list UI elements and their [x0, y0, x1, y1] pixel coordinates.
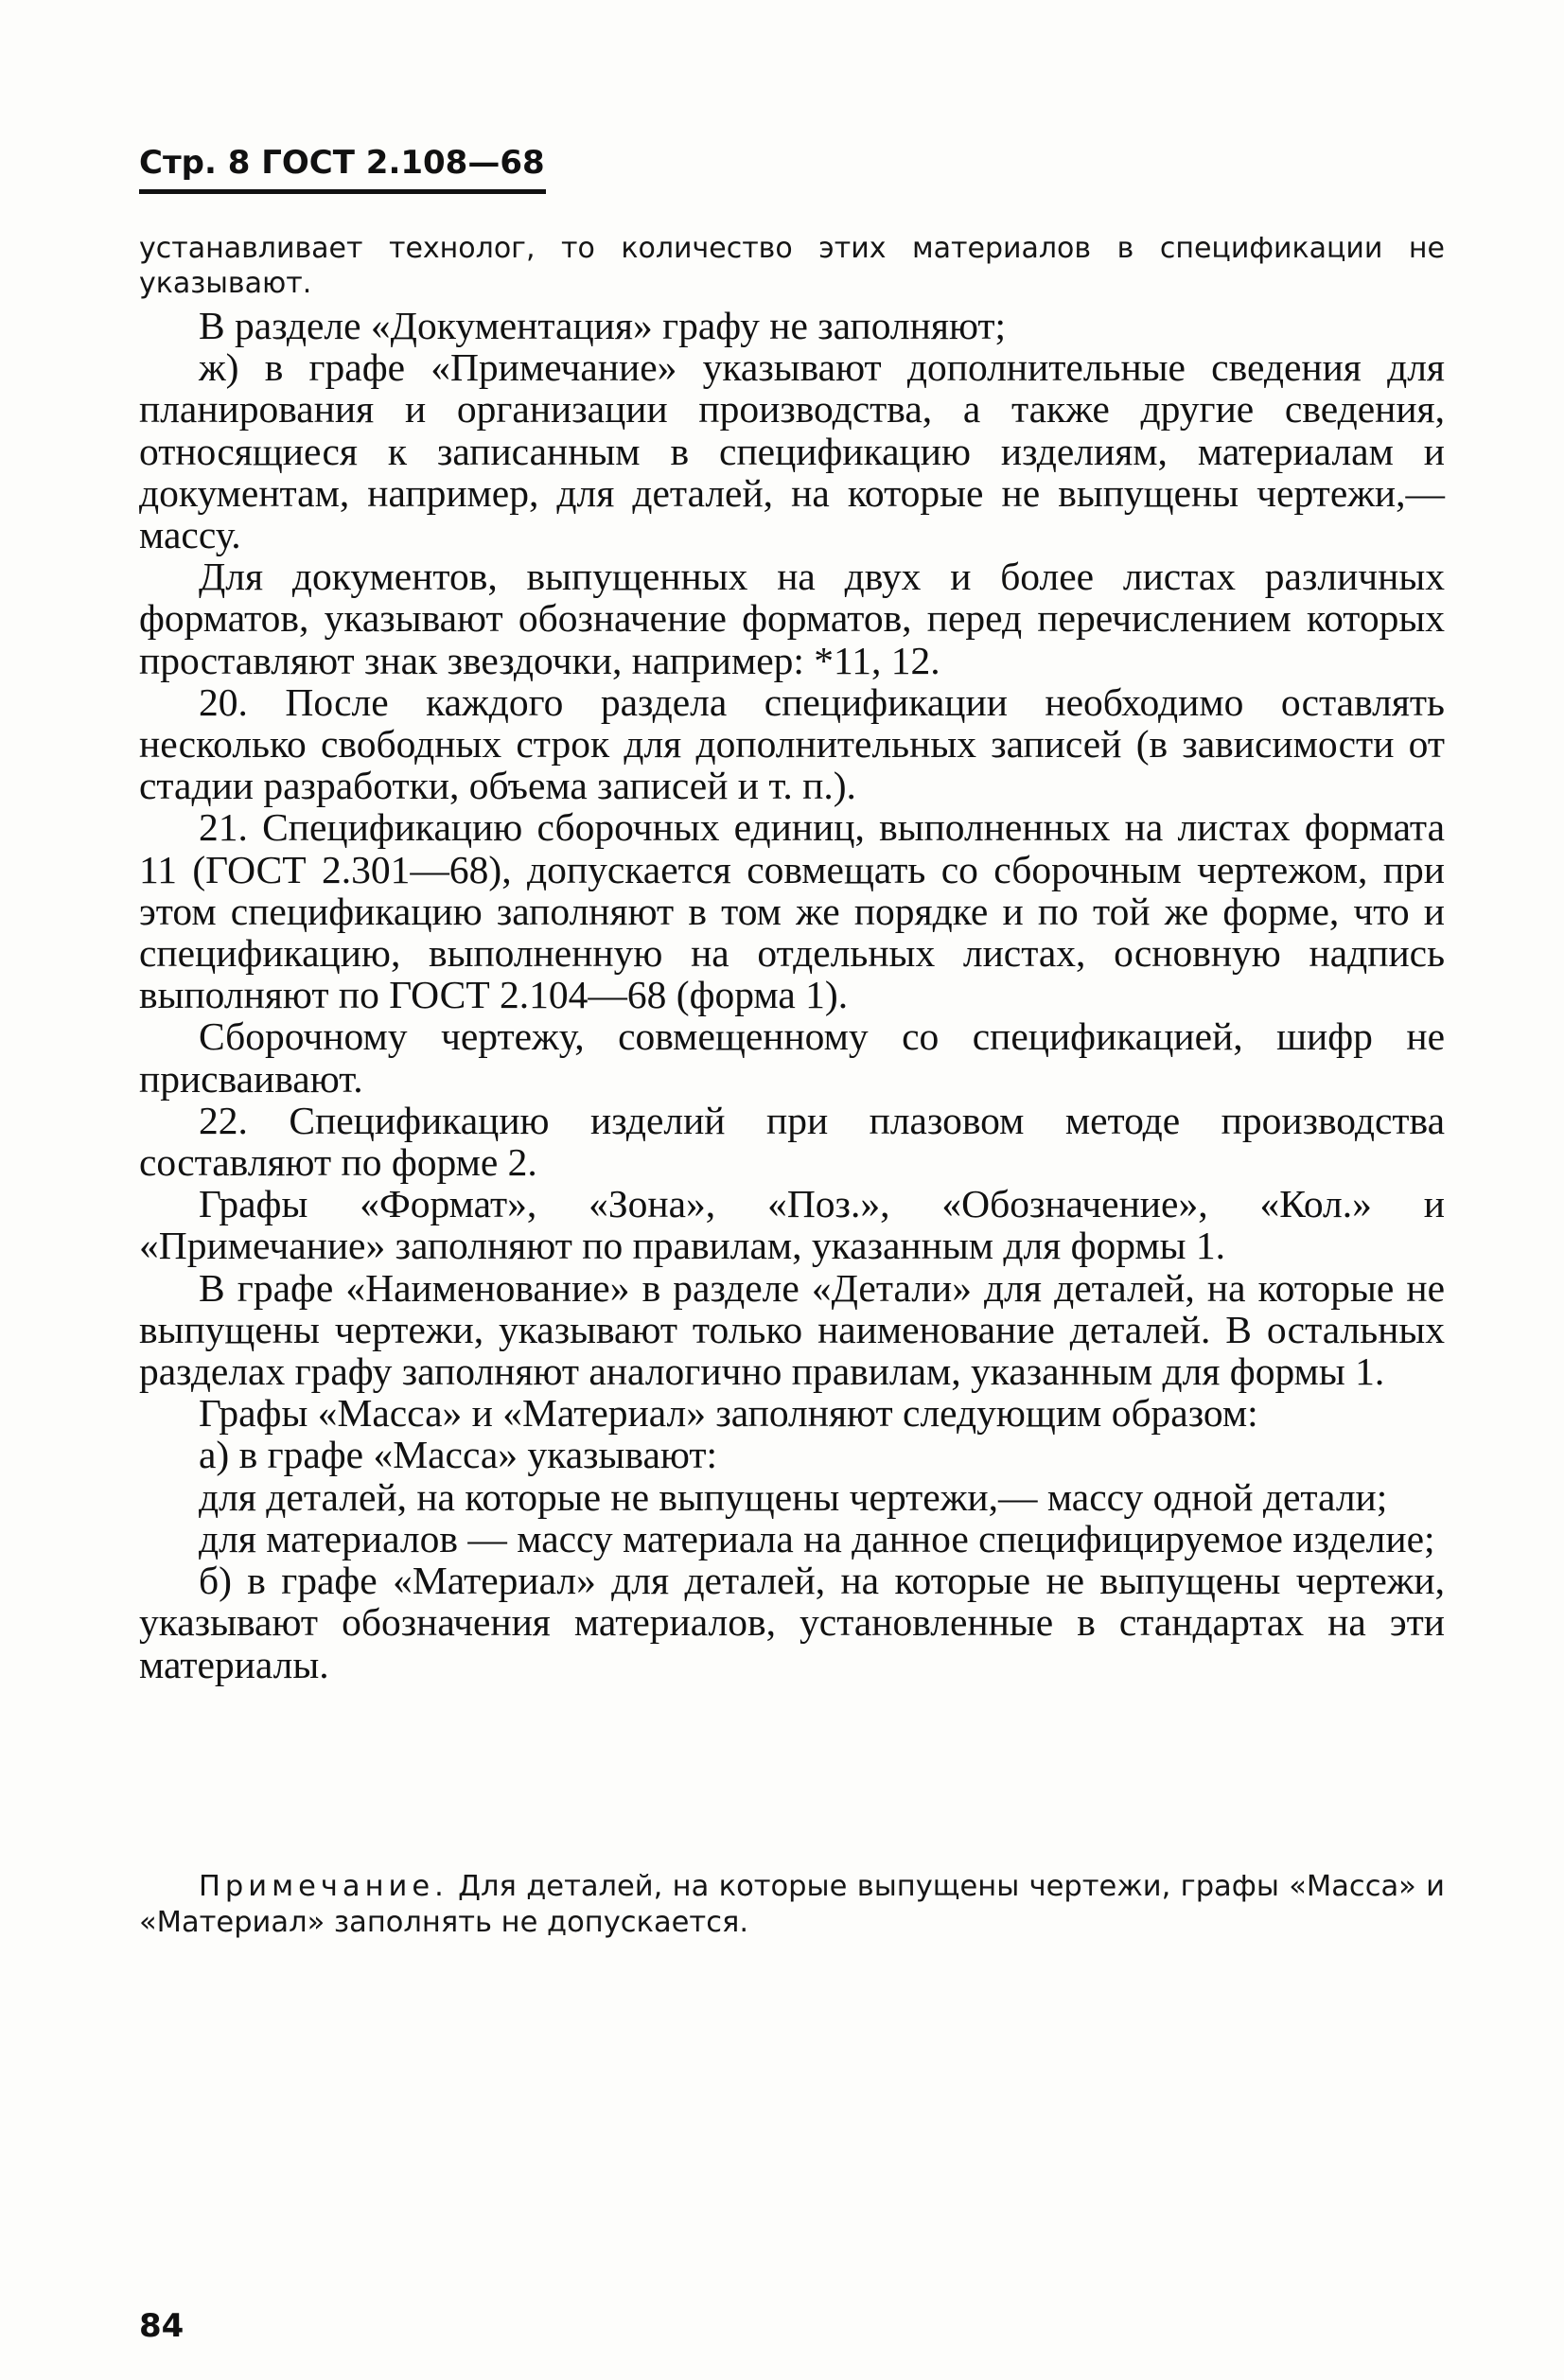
paragraph: Для документов, выпущенных на двух и более листах различных форматов, указывают обозначение форматов, перед перечислением которых проставляют знак звездочки, например: *11, 12.: [139, 555, 1445, 682]
paragraph: 21. Спецификацию сборочных единиц, выполненных на листах формата 11 (ГОСТ 2.301—68), допускается совмещать со сборочным чертежом, при этом спецификацию заполняют в том же порядке и по той же форме, что и спецификацию, выполненную на отдельных листах, основную надпись выполняют по ГОСТ 2.104—68 (форма 1).: [139, 805, 1445, 1017]
page-header: Стр. 8 ГОСТ 2.108—68: [139, 144, 545, 182]
note: [139, 1869, 1445, 1941]
paragraph: Графы «Масса» и «Материал» заполняют следующим образом:: [199, 1391, 1258, 1436]
body-text: [139, 305, 1445, 1685]
note-label: Примечание.: [199, 1870, 448, 1903]
paragraph: Графы «Формат», «Зона», «Поз.», «Обозначение», «Кол.» и «Примечание» заполняют по правилам, указанным для формы 1.: [139, 1182, 1445, 1268]
paragraph: 20. После каждого раздела спецификации необходимо оставлять несколько свободных строк для дополнительных записей (в зависимости от стадии разработки, объема записей и т. п.).: [139, 679, 1445, 808]
paragraph: В графе «Наименование» в разделе «Детали» для деталей, на которые не выпущены чертежи, указывают только наименование деталей. В остальных разделах графу заполняют аналогично правилам, указанным для формы 1.: [139, 1265, 1445, 1394]
paragraph: для деталей, на которые не выпущены чертежи,— массу одной детали;: [199, 1474, 1388, 1519]
header-divider: [139, 189, 546, 194]
paragraph: для материалов — массу материала на данное специфицируемое изделие;: [199, 1516, 1435, 1560]
paragraph: 22. Спецификацию изделий при плазовом методе производства составляют по форме 2.: [139, 1098, 1445, 1185]
paragraph: а) в графе «Масса» указывают:: [199, 1433, 717, 1477]
paragraph: ж) в графе «Примечание» указывают дополнительные сведения для планирования и организации производства, а также другие сведения, относящиеся к записанным в спецификацию изделиям, материалам и документам, например, для деталей, на которые не выпущены чертежи,— массу.: [139, 345, 1445, 557]
continuation-text: устанавливает технолог, то количество этих материалов в спецификации не указывают.: [139, 232, 1445, 300]
paragraph: Сборочному чертежу, совмещенному со спецификацией, шифр не присваивают.: [139, 1014, 1445, 1101]
paragraph: В разделе «Документация» графу не заполняют;: [199, 304, 1007, 347]
paragraph: б) в графе «Материал» для деталей, на которые не выпущены чертежи, указывают обозначения материалов, установленные в стандартах на эти материалы.: [139, 1559, 1445, 1686]
note-text: Для деталей, на которые выпущены чертежи, графы «Масса» и «Материал» заполнять не допускается.: [139, 1870, 1445, 1939]
page-number: 84: [139, 2307, 185, 2345]
